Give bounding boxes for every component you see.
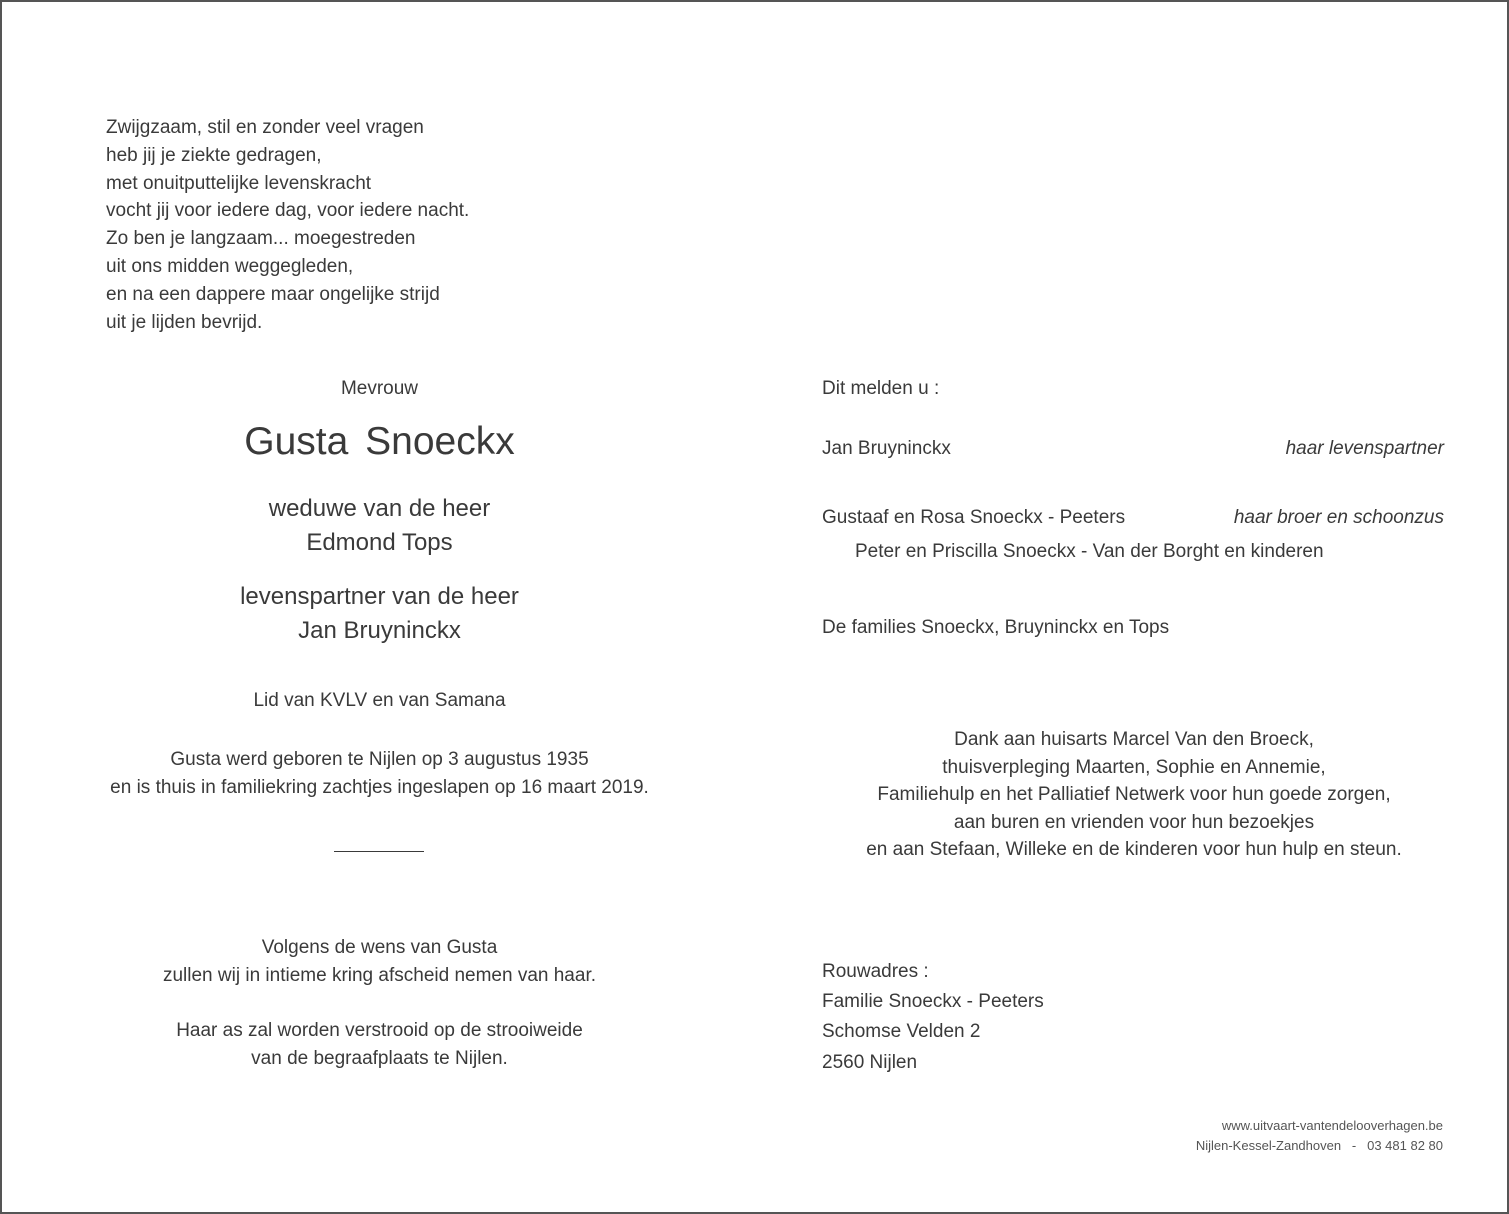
birth-line: Gusta werd geboren te Nijlen op 3 augustus 1935 xyxy=(170,749,589,770)
announcer-relation: haar levenspartner xyxy=(1285,438,1444,459)
footer-website: www.uitvaart-vantendelooverhagen.be xyxy=(1221,1118,1443,1133)
widow-line: weduwe van de heer xyxy=(268,495,491,522)
poem-line: Zwijgzaam, stil en zonder veel vragen xyxy=(106,117,424,138)
announcer-relation: haar broer en schoonzus xyxy=(1233,507,1444,528)
poem-line: uit je lijden bevrijd. xyxy=(106,311,263,333)
families-line: De families Snoeckx, Bruyninckx en Tops xyxy=(822,617,1170,638)
death-line: en is thuis in familiekring zachtjes ingeslapen op 16 maart 2019. xyxy=(110,777,649,798)
widow-name: Edmond Tops xyxy=(306,529,453,556)
farewell-line: Volgens de wens van Gusta xyxy=(261,937,498,958)
divider-line xyxy=(334,851,424,852)
partner-name: Jan Bruyninckx xyxy=(298,617,461,644)
announcer-sub-entry: Peter en Priscilla Snoeckx - Van der Borght en kinderen xyxy=(855,541,1324,562)
honorific: Mevrouw xyxy=(340,378,419,399)
poem-line: vocht jij voor iedere dag, voor iedere nacht. xyxy=(106,200,470,222)
thanks-line: Dank aan huisarts Marcel Van den Broeck, xyxy=(954,729,1314,750)
thanks-line: Familiehulp en het Palliatief Netwerk voor hun goede zorgen, xyxy=(877,784,1391,806)
deceased-name: Gusta Snoeckx xyxy=(244,420,515,463)
poem-line: heb jij je ziekte gedragen, xyxy=(106,144,322,166)
thanks-line: thuisverpleging Maarten, Sophie en Annemie, xyxy=(942,756,1326,778)
poem-line: en na een dappere maar ongelijke strijd xyxy=(106,283,440,305)
thanks-line: en aan Stefaan, Willeke en de kinderen voor hun hulp en steun. xyxy=(866,839,1402,861)
ashes-line: van de begraafplaats te Nijlen. xyxy=(251,1048,508,1069)
membership: Lid van KVLV en van Samana xyxy=(253,690,506,711)
address-line: Familie Snoeckx - Peeters xyxy=(822,991,1044,1013)
footer-contact: Nijlen-Kessel-Zandhoven - 03 481 82 80 xyxy=(1195,1138,1443,1153)
announcers-heading: Dit melden u : xyxy=(822,378,940,399)
address-line: 2560 Nijlen xyxy=(822,1051,918,1073)
announcer-name: Jan Bruyninckx xyxy=(822,438,951,459)
farewell-line: zullen wij in intieme kring afscheid nemen van haar. xyxy=(162,965,596,986)
address-line: Schomse Velden 2 xyxy=(822,1021,981,1043)
ashes-line: Haar as zal worden verstrooid op de strooiweide xyxy=(176,1020,583,1041)
mourning-address xyxy=(822,957,1044,1078)
partner-line: levenspartner van de heer xyxy=(240,583,519,610)
address-label: Rouwadres : xyxy=(822,961,929,982)
poem xyxy=(106,114,469,336)
poem-line: Zo ben je langzaam... moegestreden xyxy=(106,228,416,250)
poem-line: met onuitputtelijke levenskracht xyxy=(106,172,372,194)
thanks-block xyxy=(822,726,1446,864)
poem-line: uit ons midden weggegleden, xyxy=(106,255,354,277)
thanks-line: aan buren en vrienden voor hun bezoekjes xyxy=(953,811,1315,833)
announcer-name: Gustaaf en Rosa Snoeckx - Peeters xyxy=(822,507,1126,528)
